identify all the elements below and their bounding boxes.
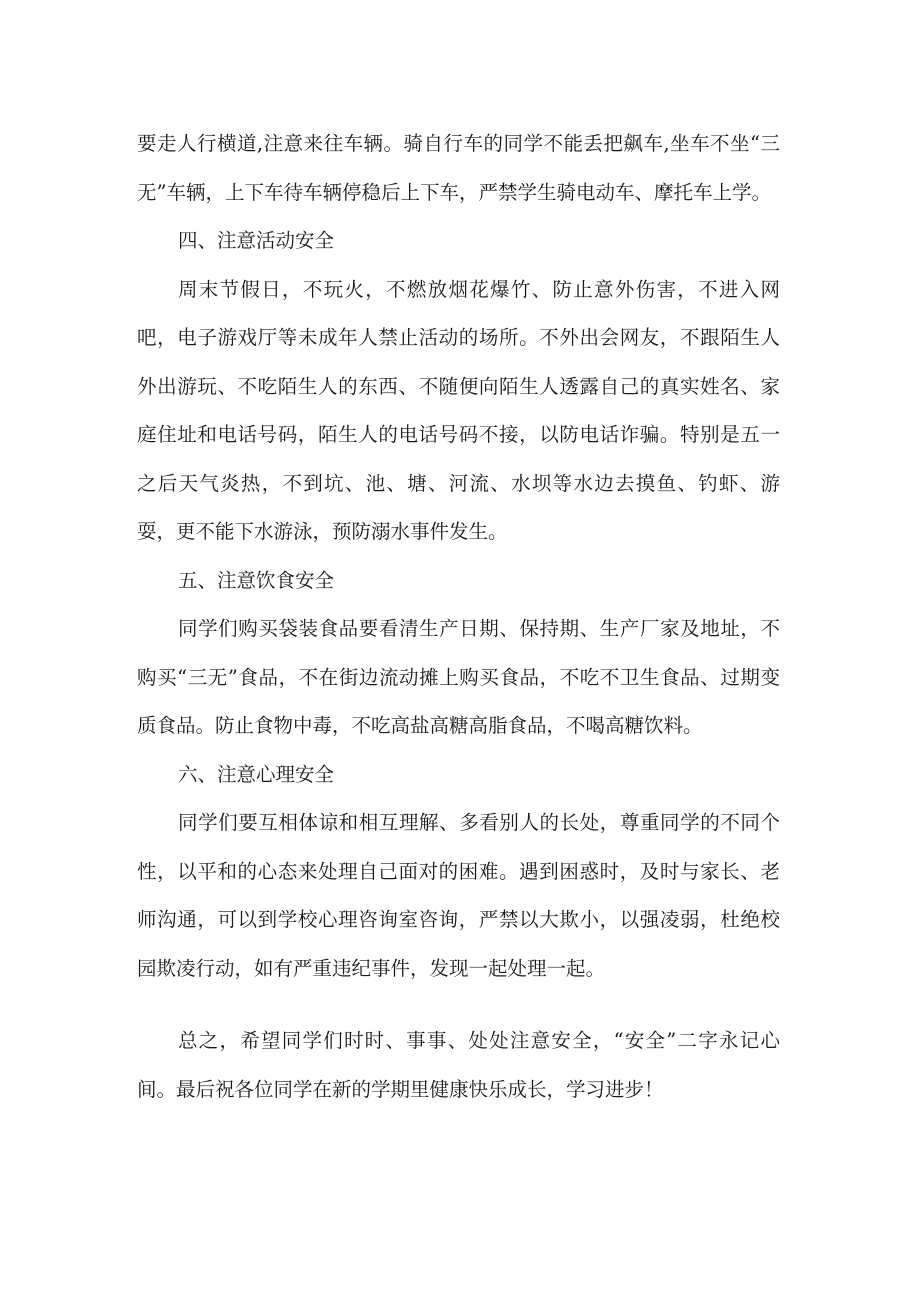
paragraph-spacer — [137, 993, 780, 1017]
paragraph-conclusion: 总之，希望同学们时时、事事、处处注意安全，“安全”二字永记心间。最后祝各位同学在新的学期里健康快乐成长，学习进步！ — [137, 1029, 780, 1101]
paragraph-food-safety: 同学们购买袋装食品要看清生产日期、保持期、生产厂家及地址，不购买“三无”食品，不在街边流动摊上购买食品，不吃不卫生食品、过期变质食品。防止食物中毒，不吃高盐高糖高脂食品，不喝高糖饮料。 — [137, 617, 780, 737]
document-body — [137, 120, 780, 1114]
section-heading-food-safety: 五、注意饮食安全 — [178, 568, 335, 592]
paragraph-psychological-safety: 同学们要互相体谅和相互理解、多看别人的长处，尊重同学的不同个性，以平和的心态来处理自己面对的困难。遇到困惑时，及时与家长、老师沟通，可以到学校心理咨询室咨询，严禁以大欺小，以强凌弱，杜绝校园欺凌行动，如有严重违纪事件，发现一起处理一起。 — [137, 811, 780, 980]
section-heading-psychological-safety: 六、注意心理安全 — [178, 762, 335, 786]
paragraph-activity-safety: 周末节假日，不玩火，不燃放烟花爆竹、防止意外伤害，不进入网吧，电子游戏厅等未成年人禁止活动的场所。不外出会网友，不跟陌生人外出游玩、不吃陌生人的东西、不随便向陌生人透露自己的真实姓名、家庭住址和电话号码，陌生人的电话号码不接，以防电话诈骗。特别是五一之后天气炎热，不到坑、池、塘、河流、水坝等水边去摸鱼、钓虾、游耍，更不能下水游泳，预防溺水事件发生。 — [137, 277, 780, 543]
paragraph-traffic-safety-continuation: 要走人行横道,注意来往车辆。骑自行车的同学不能丢把飙车,坐车不坐“三无”车辆，上下车待车辆停稳后上下车，严禁学生骑电动车、摩托车上学。 — [137, 132, 780, 204]
section-heading-activity-safety: 四、注意活动安全 — [178, 229, 335, 252]
